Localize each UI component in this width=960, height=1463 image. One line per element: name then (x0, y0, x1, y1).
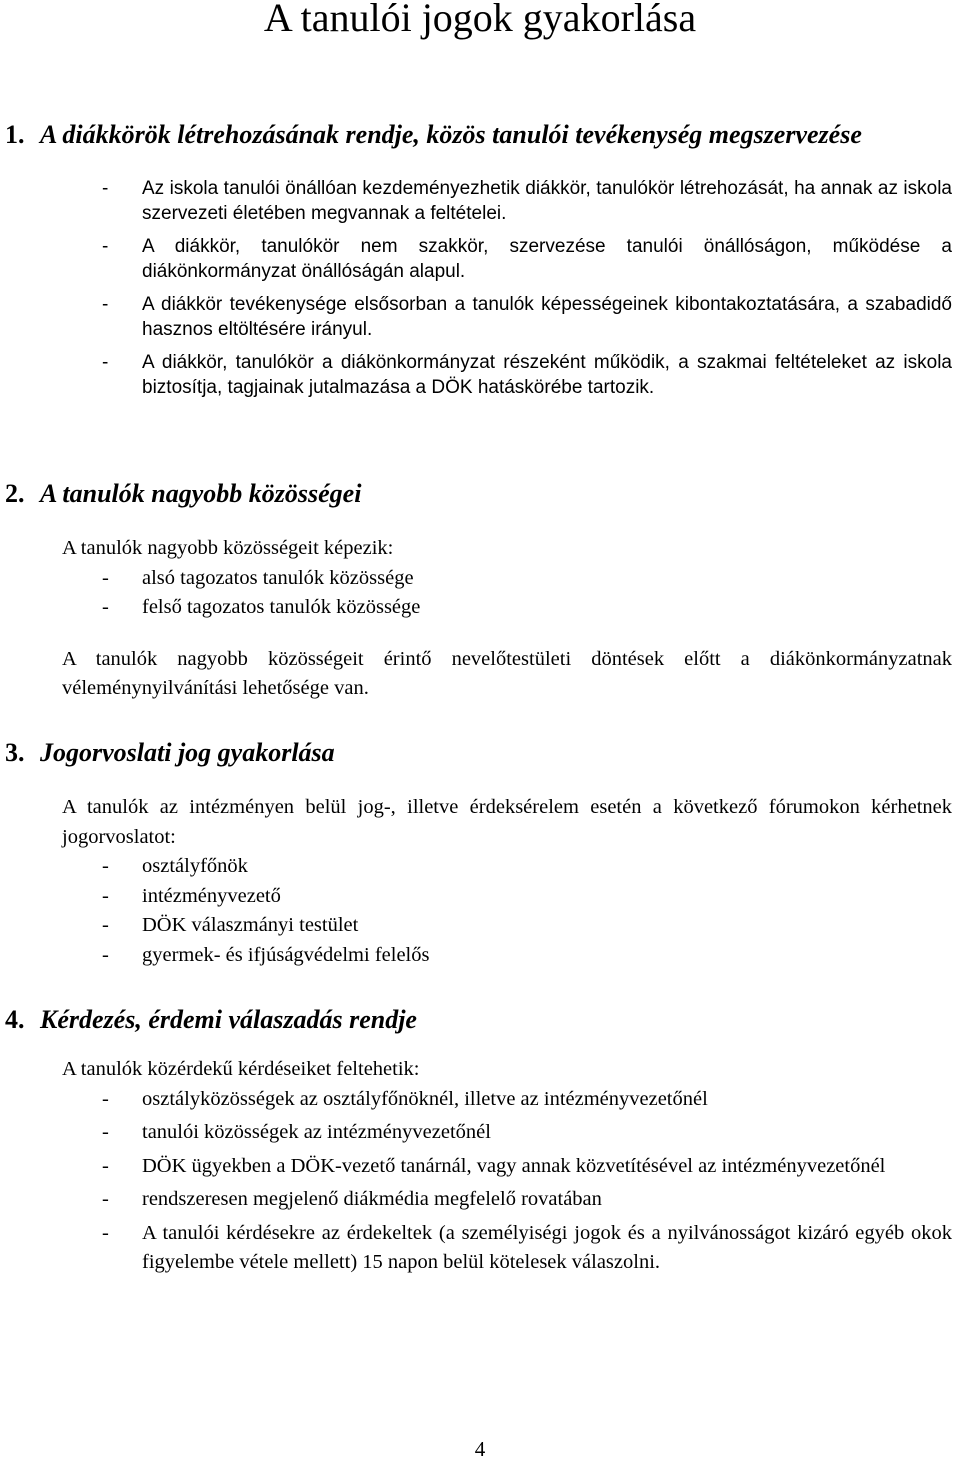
dash-marker: - (102, 294, 109, 315)
section-heading (0, 736, 960, 770)
dash-marker: - (102, 1121, 109, 1143)
dash-marker: - (102, 1188, 109, 1210)
list-item-text: osztályközösségek az osztályfőnöknél, illetve az intézményvezetőnél (142, 1087, 708, 1110)
list-item-text: intézményvezető (142, 884, 281, 907)
list-item (0, 882, 960, 912)
section-title: A tanulók nagyobb közösségei (40, 479, 362, 508)
dash-marker: - (102, 1221, 109, 1244)
list-item-text: felső tagozatos tanulók közössége (142, 596, 421, 618)
list-item (0, 234, 960, 284)
section-heading (0, 477, 960, 511)
section-3 (0, 736, 960, 970)
section-intro: A tanulók az intézményen belül jog-, illetve érdeksérelem esetén a következő fórumokon kérhetnek jogorvoslatot: (62, 796, 952, 848)
list-item (0, 292, 960, 342)
section-4 (0, 1003, 960, 1278)
dash-marker: - (102, 1154, 109, 1177)
page-number: 4 (474, 1437, 486, 1461)
section-number: 2. (5, 479, 25, 508)
list-item (0, 941, 960, 971)
list-item-text: Az iskola tanulói önállóan kezdeményezhetik diákkör, tanulókör létrehozását, ha annak az iskola szervezeti életében megvannak a feltételei. (142, 178, 952, 224)
list-item (0, 564, 960, 594)
dash-marker: - (102, 884, 109, 907)
section-list (0, 852, 960, 970)
section-list (0, 564, 960, 623)
list-item (0, 593, 960, 623)
section-number: 1. (5, 120, 25, 149)
list-item-text: A diákkör, tanulókör a diákönkormányzat részeként működik, a szakmai feltételeket az iskola biztosítja, tagjainak jutalmazása a DÖK hatáskörébe tartozik. (142, 352, 952, 398)
section-number: 3. (5, 738, 25, 767)
dash-marker: - (102, 352, 109, 373)
section-heading (0, 118, 960, 152)
list-item (0, 350, 960, 400)
list-item-text: DÖK válaszmányi testület (142, 914, 359, 936)
dash-marker: - (102, 566, 109, 589)
list-item-text: alsó tagozatos tanulók közössége (142, 566, 414, 589)
list-item (0, 852, 960, 882)
dash-marker: - (102, 596, 109, 618)
list-item-text: rendszeresen megjelenő diákmédia megfelelő rovatában (142, 1188, 602, 1210)
section-1 (0, 118, 960, 408)
list-item (0, 1152, 960, 1182)
section-number: 4. (5, 1005, 25, 1034)
list-item (0, 176, 960, 226)
list-item (0, 1185, 960, 1215)
list-item (0, 1085, 960, 1115)
list-item (0, 1219, 960, 1278)
list-item-text: tanulói közösségek az intézményvezetőnél (142, 1121, 491, 1143)
section-intro: A tanulók közérdekű kérdéseiket feltehetik: (62, 1058, 420, 1080)
list-item-text: A tanulói kérdésekre az érdekeltek (a személyiségi jogok és a nyilvánosságot kizáró egyéb okok figyelembe vétele mellett) 15 napon belül kötelesek válaszolni. (142, 1221, 952, 1273)
list-item-text: A diákkör, tanulókör nem szakkör, szervezése tanulói önállóságon, működése a diákönkormányzat önállóságán alapul. (142, 236, 952, 282)
list-item-text: gyermek- és ifjúságvédelmi felelős (142, 943, 430, 966)
section-title: A diákkörök létrehozásának rendje, közös tanulói tevékenység megszervezése (40, 120, 862, 149)
list-item-text: osztályfőnök (142, 855, 248, 877)
dash-marker: - (102, 178, 109, 199)
list-item (0, 1118, 960, 1148)
section-title: Jogorvoslati jog gyakorlása (40, 738, 335, 767)
section-list (0, 176, 960, 400)
dash-marker: - (102, 914, 109, 936)
section-intro: A tanulók nagyobb közösségeit képezik: (62, 537, 394, 559)
list-item (0, 911, 960, 941)
list-item-text: A diákkör tevékenysége elsősorban a tanulók képességeinek kibontakoztatására, a szabadidő hasznos eltöltésére irányul. (142, 294, 952, 340)
section-2 (0, 477, 960, 704)
dash-marker: - (102, 943, 109, 966)
section-closing: A tanulók nagyobb közösségeit érintő nevelőtestületi döntések előtt a diákönkormányzatnak véleménynyilvánítási lehetősége van. (62, 647, 952, 699)
section-heading (0, 1003, 960, 1037)
section-list (0, 1085, 960, 1278)
dash-marker: - (102, 236, 109, 257)
page-title: A tanulói jogok gyakorlása (263, 0, 697, 40)
dash-marker: - (102, 1087, 109, 1110)
dash-marker: - (102, 855, 109, 877)
section-title: Kérdezés, érdemi válaszadás rendje (40, 1005, 417, 1034)
list-item-text: DÖK ügyekben a DÖK-vezető tanárnál, vagy annak közvetítésével az intézményvezetőnél (142, 1154, 886, 1177)
